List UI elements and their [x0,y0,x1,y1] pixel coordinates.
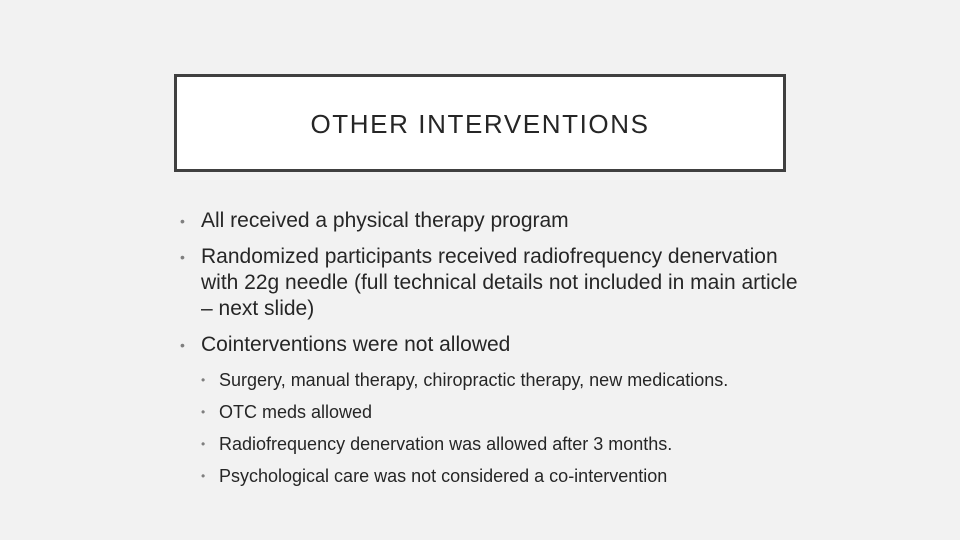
bullet-text: Randomized participants received radiofrequency denervation with 22g needle (full technical details not included in main article – next slide) [201,245,798,320]
bullet-dot-icon: • [180,213,185,229]
sub-bullet-item [201,369,781,391]
sub-bullet-item [201,401,781,423]
bullet-dot-icon: • [180,337,185,353]
slide-title: OTHER INTERVENTIONS [310,108,650,139]
bullet-item [166,244,806,322]
sub-bullet-item [201,465,781,487]
sub-bullet-dot-icon: • [201,405,206,419]
sub-bullet-dot-icon: • [201,469,206,483]
title-box [174,74,786,172]
sub-bullet-text: OTC meds allowed [219,402,373,422]
sub-bullet-text: Psychological care was not considered a co-intervention [219,466,668,486]
bullet-item [166,208,806,234]
bullet-text: All received a physical therapy program [201,209,569,232]
sub-bullet-item [201,433,781,455]
bullet-dot-icon: • [180,249,185,265]
sub-bullet-dot-icon: • [201,437,206,451]
sub-bullet-list [201,369,781,497]
bullet-list [166,208,806,358]
sub-bullet-dot-icon: • [201,373,206,387]
sub-bullet-text: Surgery, manual therapy, chiropractic therapy, new medications. [219,370,729,390]
bullet-text: Cointerventions were not allowed [201,333,511,356]
bullet-item [166,332,806,358]
sub-bullet-text: Radiofrequency denervation was allowed after 3 months. [219,434,673,454]
